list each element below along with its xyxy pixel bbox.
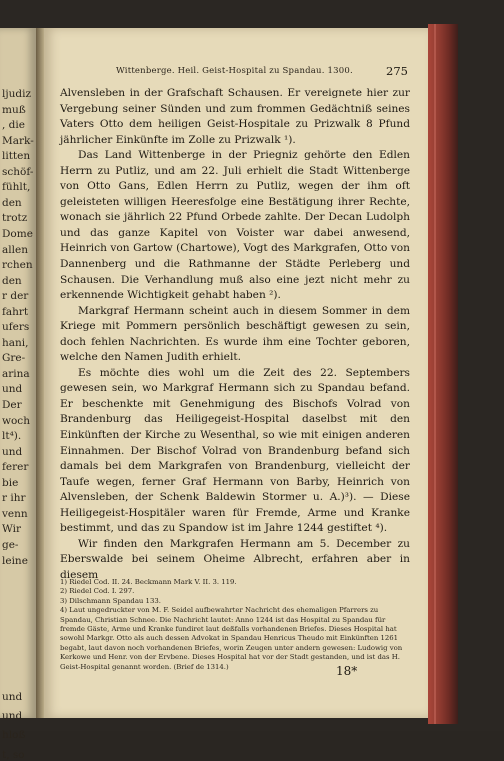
previous-page-fragment: bie <box>2 476 19 489</box>
previous-page-fragment: ferer <box>2 461 29 474</box>
printer-signature: 18* <box>336 664 358 678</box>
previous-page-fragment: den <box>2 196 22 209</box>
book-page <box>44 28 428 718</box>
previous-page-fragment: venn <box>2 507 28 520</box>
previous-page-fragment: Dome <box>2 227 33 240</box>
previous-page-fragment: ljudiz <box>2 88 31 100</box>
previous-page-fragment: Der <box>2 399 22 411</box>
previous-page-fragment: ufers <box>2 321 30 334</box>
previous-page-fragment: trotz <box>2 212 28 225</box>
paragraph-3: Markgraf Hermann scheint auch in diesem Sommer in dem Kriege mit Pommern persönlich beschäftigt gewesen zu sein, doch fehlen Nachrichten. Es wurde ihm eine Tochter geboren, welche den Namen Judith erhielt. <box>60 304 410 364</box>
previous-page-fragment: den <box>2 274 22 287</box>
previous-page-fragment: hani, <box>2 336 29 349</box>
previous-page-fragment: und <box>2 710 23 722</box>
book-gutter <box>36 28 44 718</box>
page-header <box>44 64 428 80</box>
footnote-4: 4) Laut ungedruckter von M. F. Seidel aufbewahrter Nachricht des ehemaligen Pfarrers zu Spandau, Christian Schnee. Die Nachricht lautet: Anno 1244 ist das Hospital zu Spandau für fremde Gäste, Arme und Kranke fundiret laut deßfalls vorhandenen Briefes. Dieses Hospital hat sowohl Markgr. Otto als auch dessen Advokat in Spandau Henricus Theudo mit Einkünften 1261 begabt, laut davon noch vorhandenen Briefes, worin Zeugen unter andern gewesen: Ludowig von Kerkowe und Henr. von der Ervbene. Dieses Hospital hat vor der Stadt gestanden, und ist das H. Geist-Hospital genannt worden. (Brief de 1314.) <box>60 606 403 671</box>
paragraph-5: Wir finden den Markgrafen Hermann am 5. December zu Eberswalde bei seinem Oheime Albrecht, erfahren aber in diesem <box>60 537 410 581</box>
previous-page-fragment: t, so <box>2 748 25 761</box>
paragraph-4: Es möchte dies wohl um die Zeit des 22. Septembers gewesen sein, wo Markgraf Hermann sich zu Spandau befand. Er beschenkte mit Genehmigung des Bischofs Volrad von Brandenburg das Heiligegeist-Hospital daselbst mit den Einkünften der Kirche zu Wesenthal, so wie mit einigen anderen Einnahmen. Der Bischof Volrad von Brandenburg befand sich damals bei dem Markgrafen von Brandenburg, vielleicht der Taufe wegen, ferner Graf Hermann von Barby, Heinrich von Alvensleben, der Schenk Baldewin Stormer u. A.)³). — Diese Heiligegeist-Hospitäler waren für Fremde, Arme und Kranke bestimmt, und das zu Spandow ist im Jahre 1244 gestiftet ⁴). <box>60 366 410 535</box>
previous-page-fragment: lt⁴). <box>2 430 22 443</box>
previous-page-fragment: Gre- <box>2 352 26 365</box>
previous-page-fragment: r der <box>2 290 29 303</box>
body-text <box>60 86 410 584</box>
previous-page-fragment: woch <box>2 414 30 427</box>
previous-page-edge <box>0 28 37 761</box>
footnote-1: 1) Riedel Cod. II. 24. Beckmann Mark V. II. 3. 119. <box>60 578 237 586</box>
footnote-3: 3) Dilschmann Spandau 133. <box>60 596 161 605</box>
previous-page-fragment: und <box>2 383 23 396</box>
previous-page-fragment: und <box>2 690 23 703</box>
footnote-2: 2) Riedel Cod. I. 297. <box>60 587 135 596</box>
previous-page-fragment: arina <box>2 367 30 380</box>
previous-page-fragment: Wir <box>2 523 21 536</box>
page-number: 275 <box>386 64 408 78</box>
previous-page-fragment: hloß <box>2 729 26 742</box>
previous-page-fragment: allen <box>2 243 28 256</box>
previous-page-fragment: fahrt <box>2 305 29 318</box>
paragraph-1: Alvensleben in der Grafschaft Schausen. Er vereignete hier zur Vergebung seiner Sünden und zum frommen Gedächtniß seines Vaters Otto dem heiligen Geist-Hospitale zu Prizwalk 8 Pfund jährlicher Einkünfte im Zolle zu Prizwalk ¹). <box>60 87 410 146</box>
previous-page-fragment: , die <box>2 119 25 132</box>
previous-page-fragment: fühlt, <box>2 181 31 194</box>
previous-page-fragment: schöf- <box>2 165 34 178</box>
previous-page-fragment: und <box>2 445 23 458</box>
previous-page-fragment: litten <box>2 150 31 163</box>
paragraph-2: Das Land Wittenberge in der Priegniz gehörte den Edlen Herrn zu Putliz, und am 22. Juli erhielt die Stadt Wittenberge von Otto Gans, Edlen Herrn zu Putliz, wegen der ihm oft geleisteten willigen Heeresfolge eine Bestätigung ihrer Rechte, wonach sie jährlich 22 Pfund Orbede zahlte. Der Decan Ludolph und das ganze Kapitel von Voister war dabei anwesend, Heinrich von Gartow (Chartowe), Vogt des Markgrafen, Otto von Dannenberg und die Rathmanne der Städte Perleberg und Schausen. Die Verhandlung muß also eine jezt nicht mehr zu erkennende Wichtigkeit gehabt haben ²). <box>60 149 410 302</box>
previous-page-fragment: Mark- <box>2 134 34 147</box>
book-page-edges <box>428 24 458 724</box>
footnotes <box>60 578 410 672</box>
previous-page-fragment: rchen <box>2 259 33 272</box>
previous-page-fragment: ge- <box>2 538 19 551</box>
running-title: Wittenberge. Heil. Geist-Hospital zu Spandau. 1300. <box>116 66 353 76</box>
previous-page-fragment: r ihr <box>2 492 26 505</box>
previous-page-fragment: muß <box>2 103 26 116</box>
previous-page-fragment: leine <box>2 554 28 567</box>
